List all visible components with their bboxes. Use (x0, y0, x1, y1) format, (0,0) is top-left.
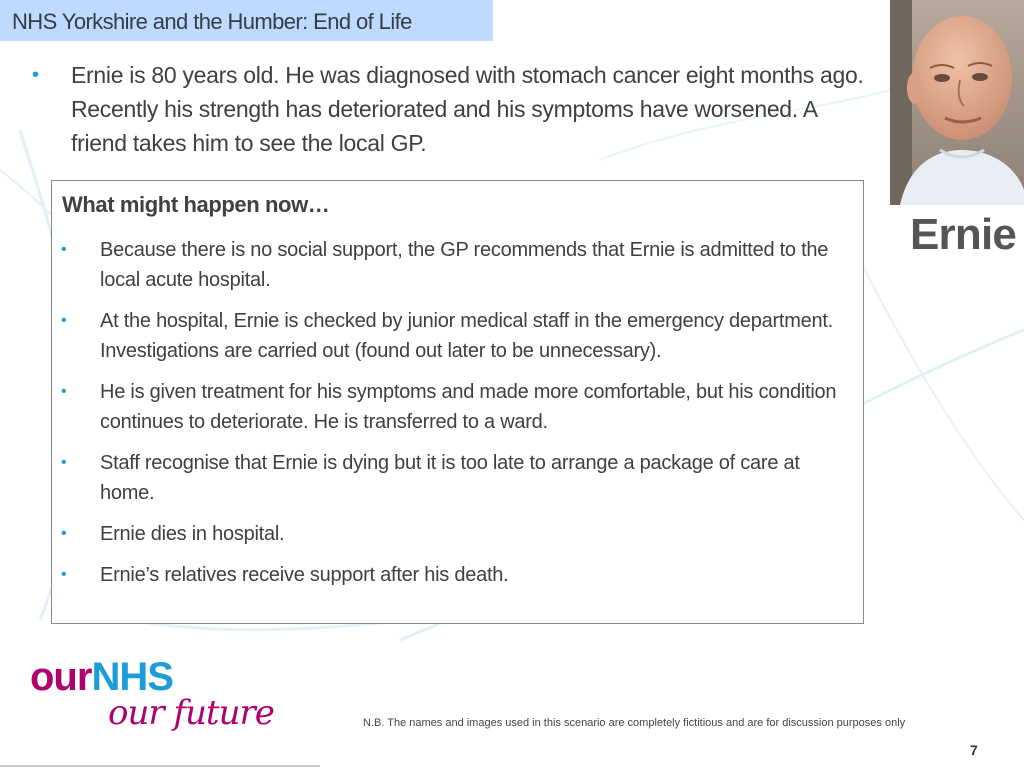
title-bar (0, 0, 493, 41)
list-item-text: He is given treatment for his symptoms and made more comfortable, but his condition continues to deteriorate. He is transferred to a ward. (100, 381, 837, 433)
list-item (52, 306, 863, 366)
list-item-text: Ernie’s relatives receive support after his death. (100, 564, 509, 586)
list-item (52, 448, 863, 508)
list-item-text: At the hospital, Ernie is checked by junior medical staff in the emergency department. Investigations are carried out (found out later to be unnecessary). (100, 310, 833, 362)
logo-nhs: NHS (91, 655, 173, 699)
list-item (52, 519, 863, 549)
bullet-icon: • (61, 383, 67, 400)
bullet-icon: • (61, 454, 67, 471)
scenario-box (51, 180, 864, 624)
scenario-list (52, 235, 863, 601)
intro-text: Ernie is 80 years old. He was diagnosed with stomach cancer eight months ago. Recently his strength has deteriorated and his symptoms have worsened. A friend takes him to see the local GP. (71, 62, 864, 156)
bottom-divider (0, 765, 320, 767)
list-item (52, 377, 863, 437)
list-item-text: Ernie dies in hospital. (100, 523, 285, 545)
list-item-text: Because there is no social support, the GP recommends that Ernie is admitted to the local acute hospital. (100, 239, 829, 291)
footnote: N.B. The names and images used in this scenario are completely fictitious and are for discussion purposes only (363, 717, 906, 729)
list-item-text: Staff recognise that Ernie is dying but it is too late to arrange a package of care at home. (100, 452, 800, 504)
photo-caption: Ernie (910, 210, 1017, 259)
bullet-icon: • (61, 312, 67, 329)
bullet-icon: • (32, 64, 39, 86)
bullet-icon: • (61, 525, 67, 542)
logo-our: our (30, 655, 92, 699)
ernie-photo (890, 0, 1024, 205)
list-item (52, 235, 863, 295)
slide-title: NHS Yorkshire and the Humber: End of Life (12, 9, 412, 34)
page-number: 7 (970, 742, 978, 758)
logo-tagline: our future (108, 693, 274, 733)
bullet-icon: • (61, 566, 67, 583)
bullet-icon: • (61, 241, 67, 258)
list-item (52, 560, 863, 590)
scenario-heading: What might happen now… (62, 192, 330, 217)
intro-bullet (28, 58, 868, 160)
our-nhs-logo (30, 655, 274, 733)
